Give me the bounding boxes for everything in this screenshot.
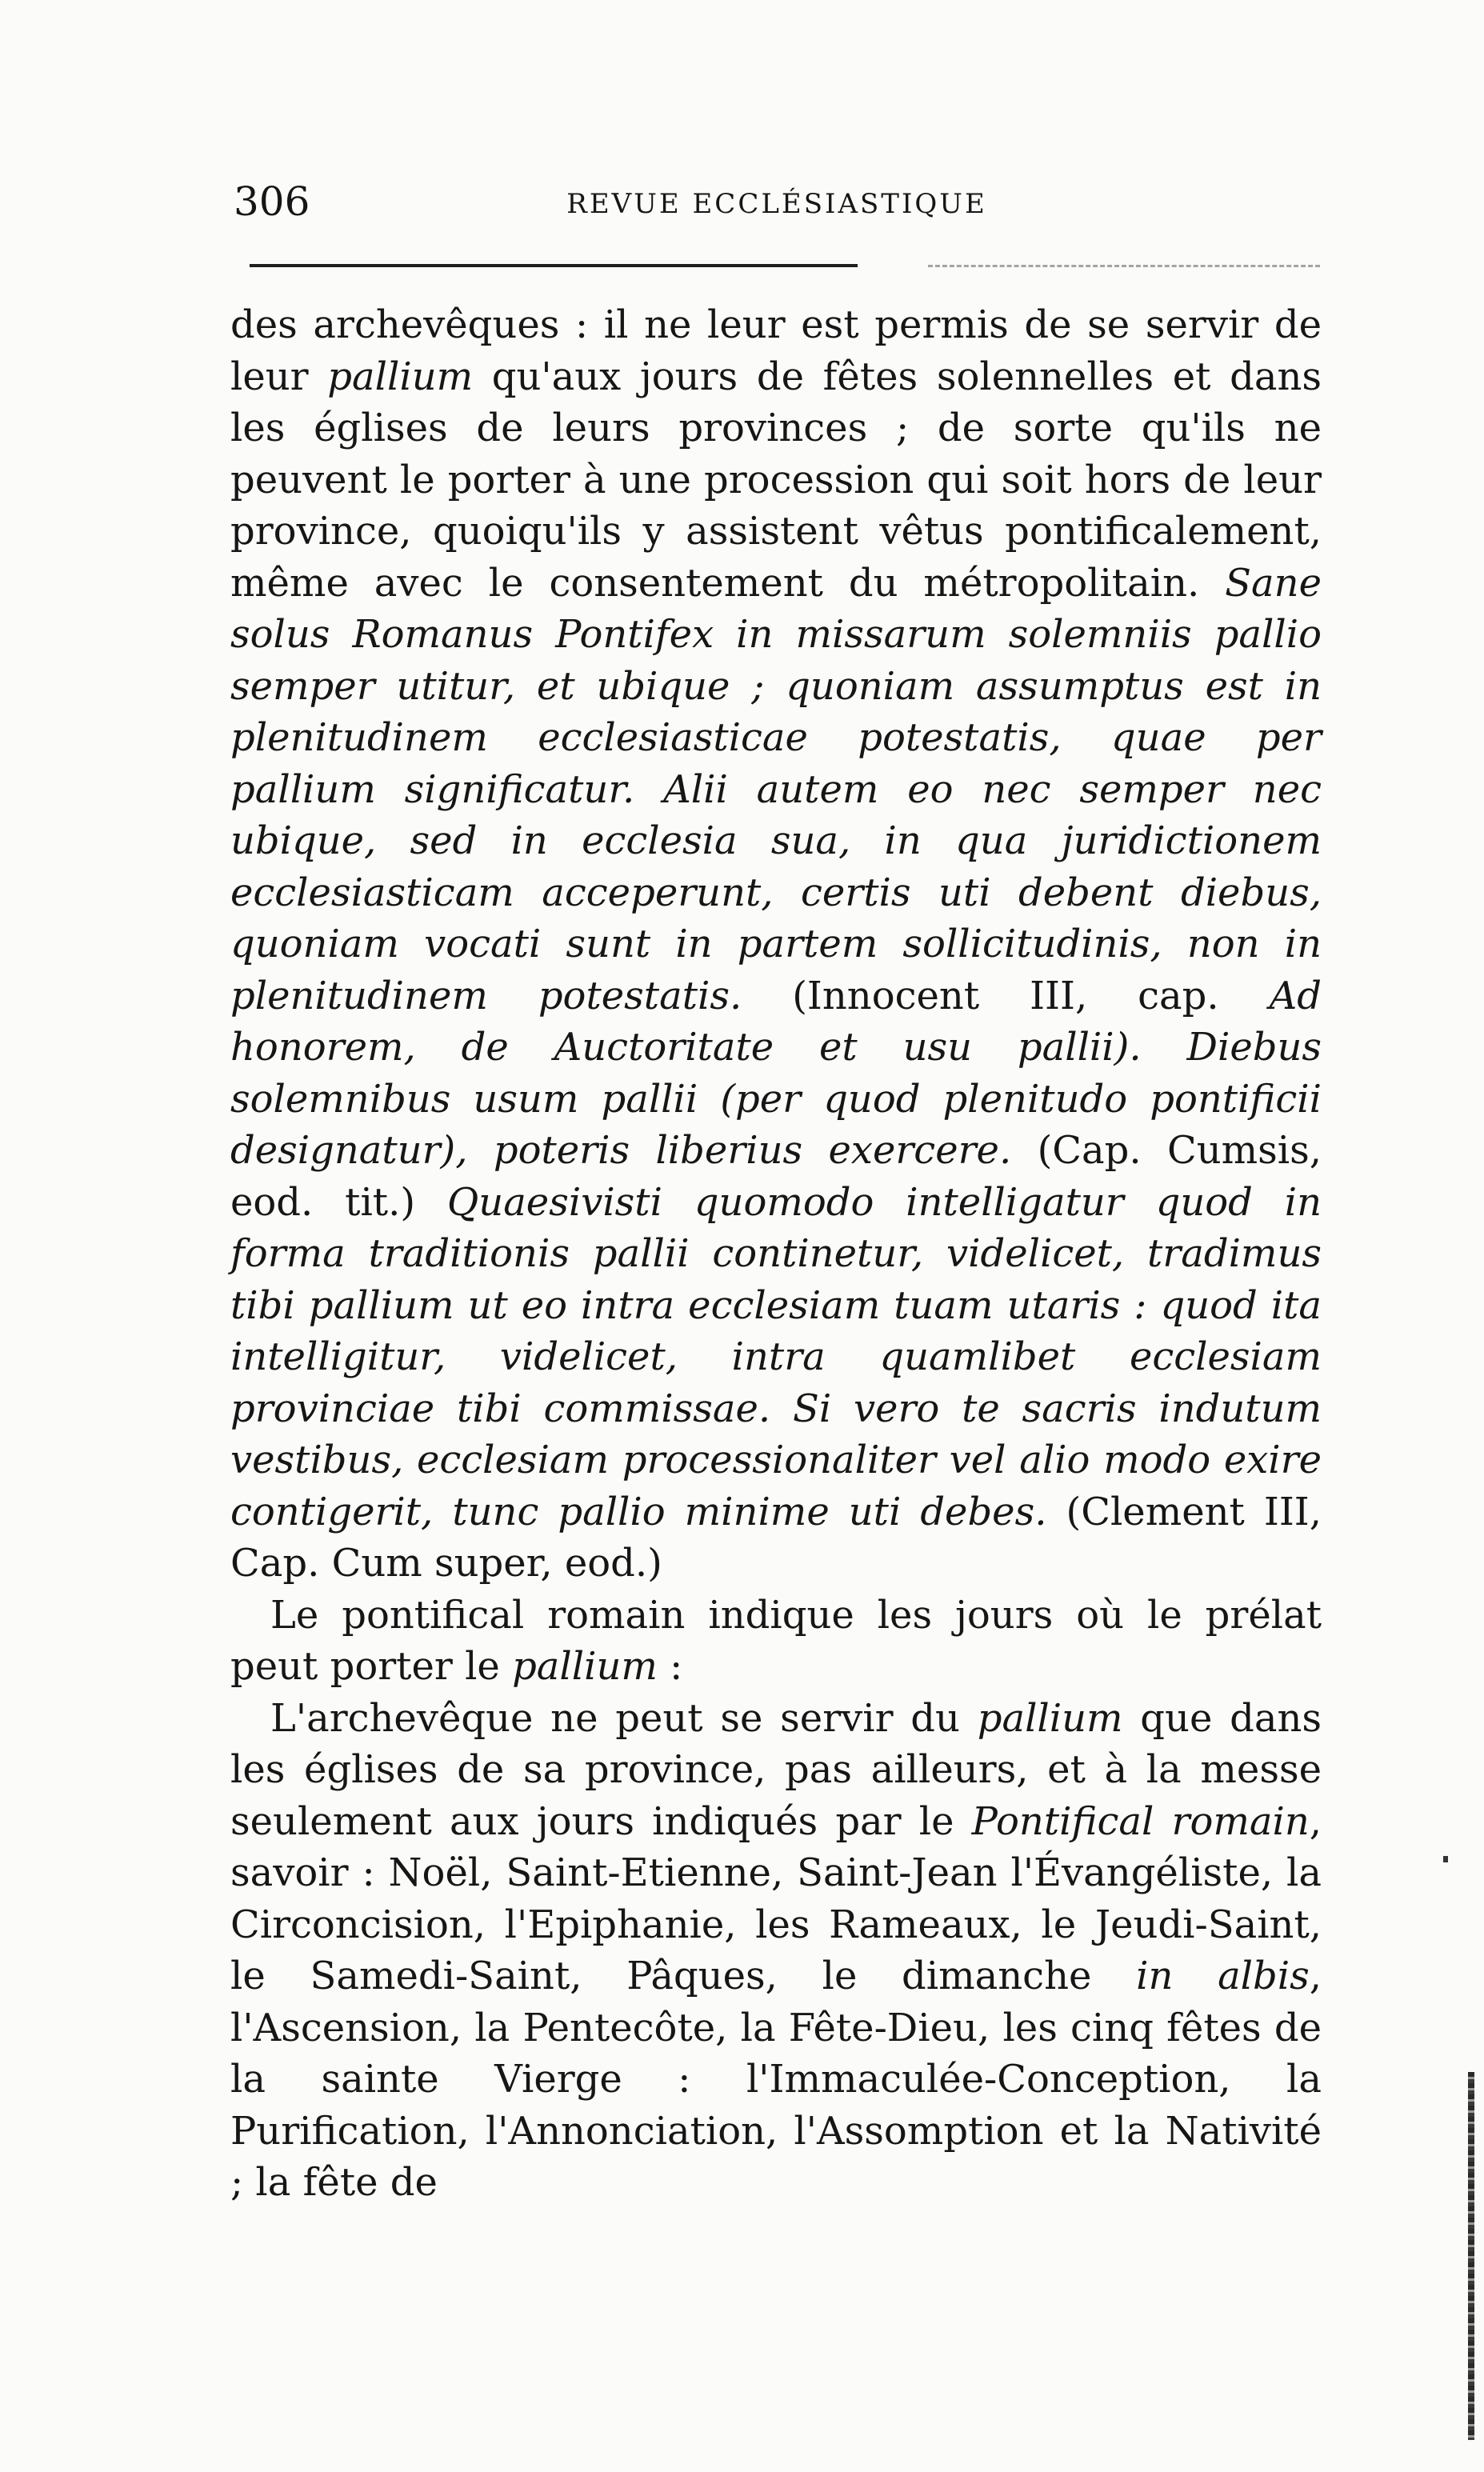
italic-run: in albis	[1136, 1954, 1310, 1998]
text-run: Le pontifical romain indique les jours où le prélat peut porter le	[230, 1592, 1322, 1689]
paragraph-2	[230, 1590, 1322, 1693]
latin-quotation: Ad honorem, de Auctoritate et usu pallii). Diebus solemnibus usum pallii (per quod plenitudo pontificii designatur), poteris liberius exercere.	[230, 973, 1322, 1173]
latin-quotation: Quaesivisti quomodo intelligatur quod in forma traditionis pallii continetur, videlicet, tradimus tibi pallium ut eo intra ecclesiam tuam utaris : quod ita intelligitur, videlicet, intra quamlibet ecclesiam provinciae tibi commissae. Si vero te sacris indutum vestibus, ecclesiam processionaliter vel alio modo exire contigerit, tunc pallio minime uti debes.	[230, 1179, 1322, 1534]
body-text	[230, 299, 1322, 2209]
italic-run: pallium	[512, 1644, 658, 1689]
header-rule	[250, 264, 858, 267]
text-run: L'archevêque ne peut se servir du	[270, 1695, 978, 1741]
page-edge-strip	[1468, 2072, 1474, 2440]
header-rule-faint	[928, 265, 1320, 267]
paragraph-3	[230, 1693, 1322, 2209]
citation: (Cap. Cumsis, eod. tit.)	[230, 1128, 1322, 1225]
running-title: REVUE ECCLÉSIASTIQUE	[566, 188, 987, 220]
page-number: 306	[234, 178, 310, 225]
text-run: :	[657, 1644, 683, 1689]
citation: (Clement III, Cap. Cum super, eod.)	[230, 1489, 1322, 1586]
text-run: des archevêques : il ne leur est permis de se servir de leur	[230, 302, 1322, 399]
italic-run: pallium	[327, 354, 474, 399]
paragraph-1	[230, 299, 1322, 1590]
latin-quotation: Sane solus Romanus Pontifex in missarum solemniis pallio semper utitur, et ubique ; quoniam assumptus est in plenitudinem ecclesiasticae potestatis, quae per pallium significatur. Alii autem eo nec semper nec ubique, sed in ecclesia sua, in qua juridictionem ecclesiasticam acceperunt, certis uti debent diebus, quoniam vocati sunt in partem sollicitudinis, non in plenitudinem potestatis.	[230, 560, 1322, 1018]
text-run: que dans les églises de sa province, pas ailleurs, et à la messe seulement aux jours indiqués par le	[230, 1695, 1322, 1844]
text-run: , l'Ascension, la Pentecôte, la Fête-Dieu, les cinq fêtes de la sainte Vierge : l'Immaculée-Conception, la Purification, l'Annonciation, l'Assomption et la Nativité ; la fête de	[230, 1954, 1322, 2205]
margin-speck	[1443, 1856, 1448, 1862]
citation: (Innocent III, cap.	[742, 973, 1270, 1018]
text-run: , savoir : Noël, Saint-Etienne, Saint-Jean l'Évangéliste, la Circoncision, l'Epiphanie, les Rameaux, le Jeudi-Saint, le Samedi-Saint, Pâques, le dimanche	[230, 1798, 1322, 1998]
italic-run: Pontifical romain	[971, 1798, 1310, 1844]
text-run: qu'aux jours de fêtes solennelles et dans les églises de leurs provinces ; de sorte qu'ils ne peuvent le porter à une procession qui soit hors de leur province, quoiqu'ils y assistent vêtus pontificalement, même avec le consentement du métropolitain.	[230, 354, 1322, 606]
page-header	[234, 178, 1320, 226]
italic-run: pallium	[977, 1695, 1123, 1741]
